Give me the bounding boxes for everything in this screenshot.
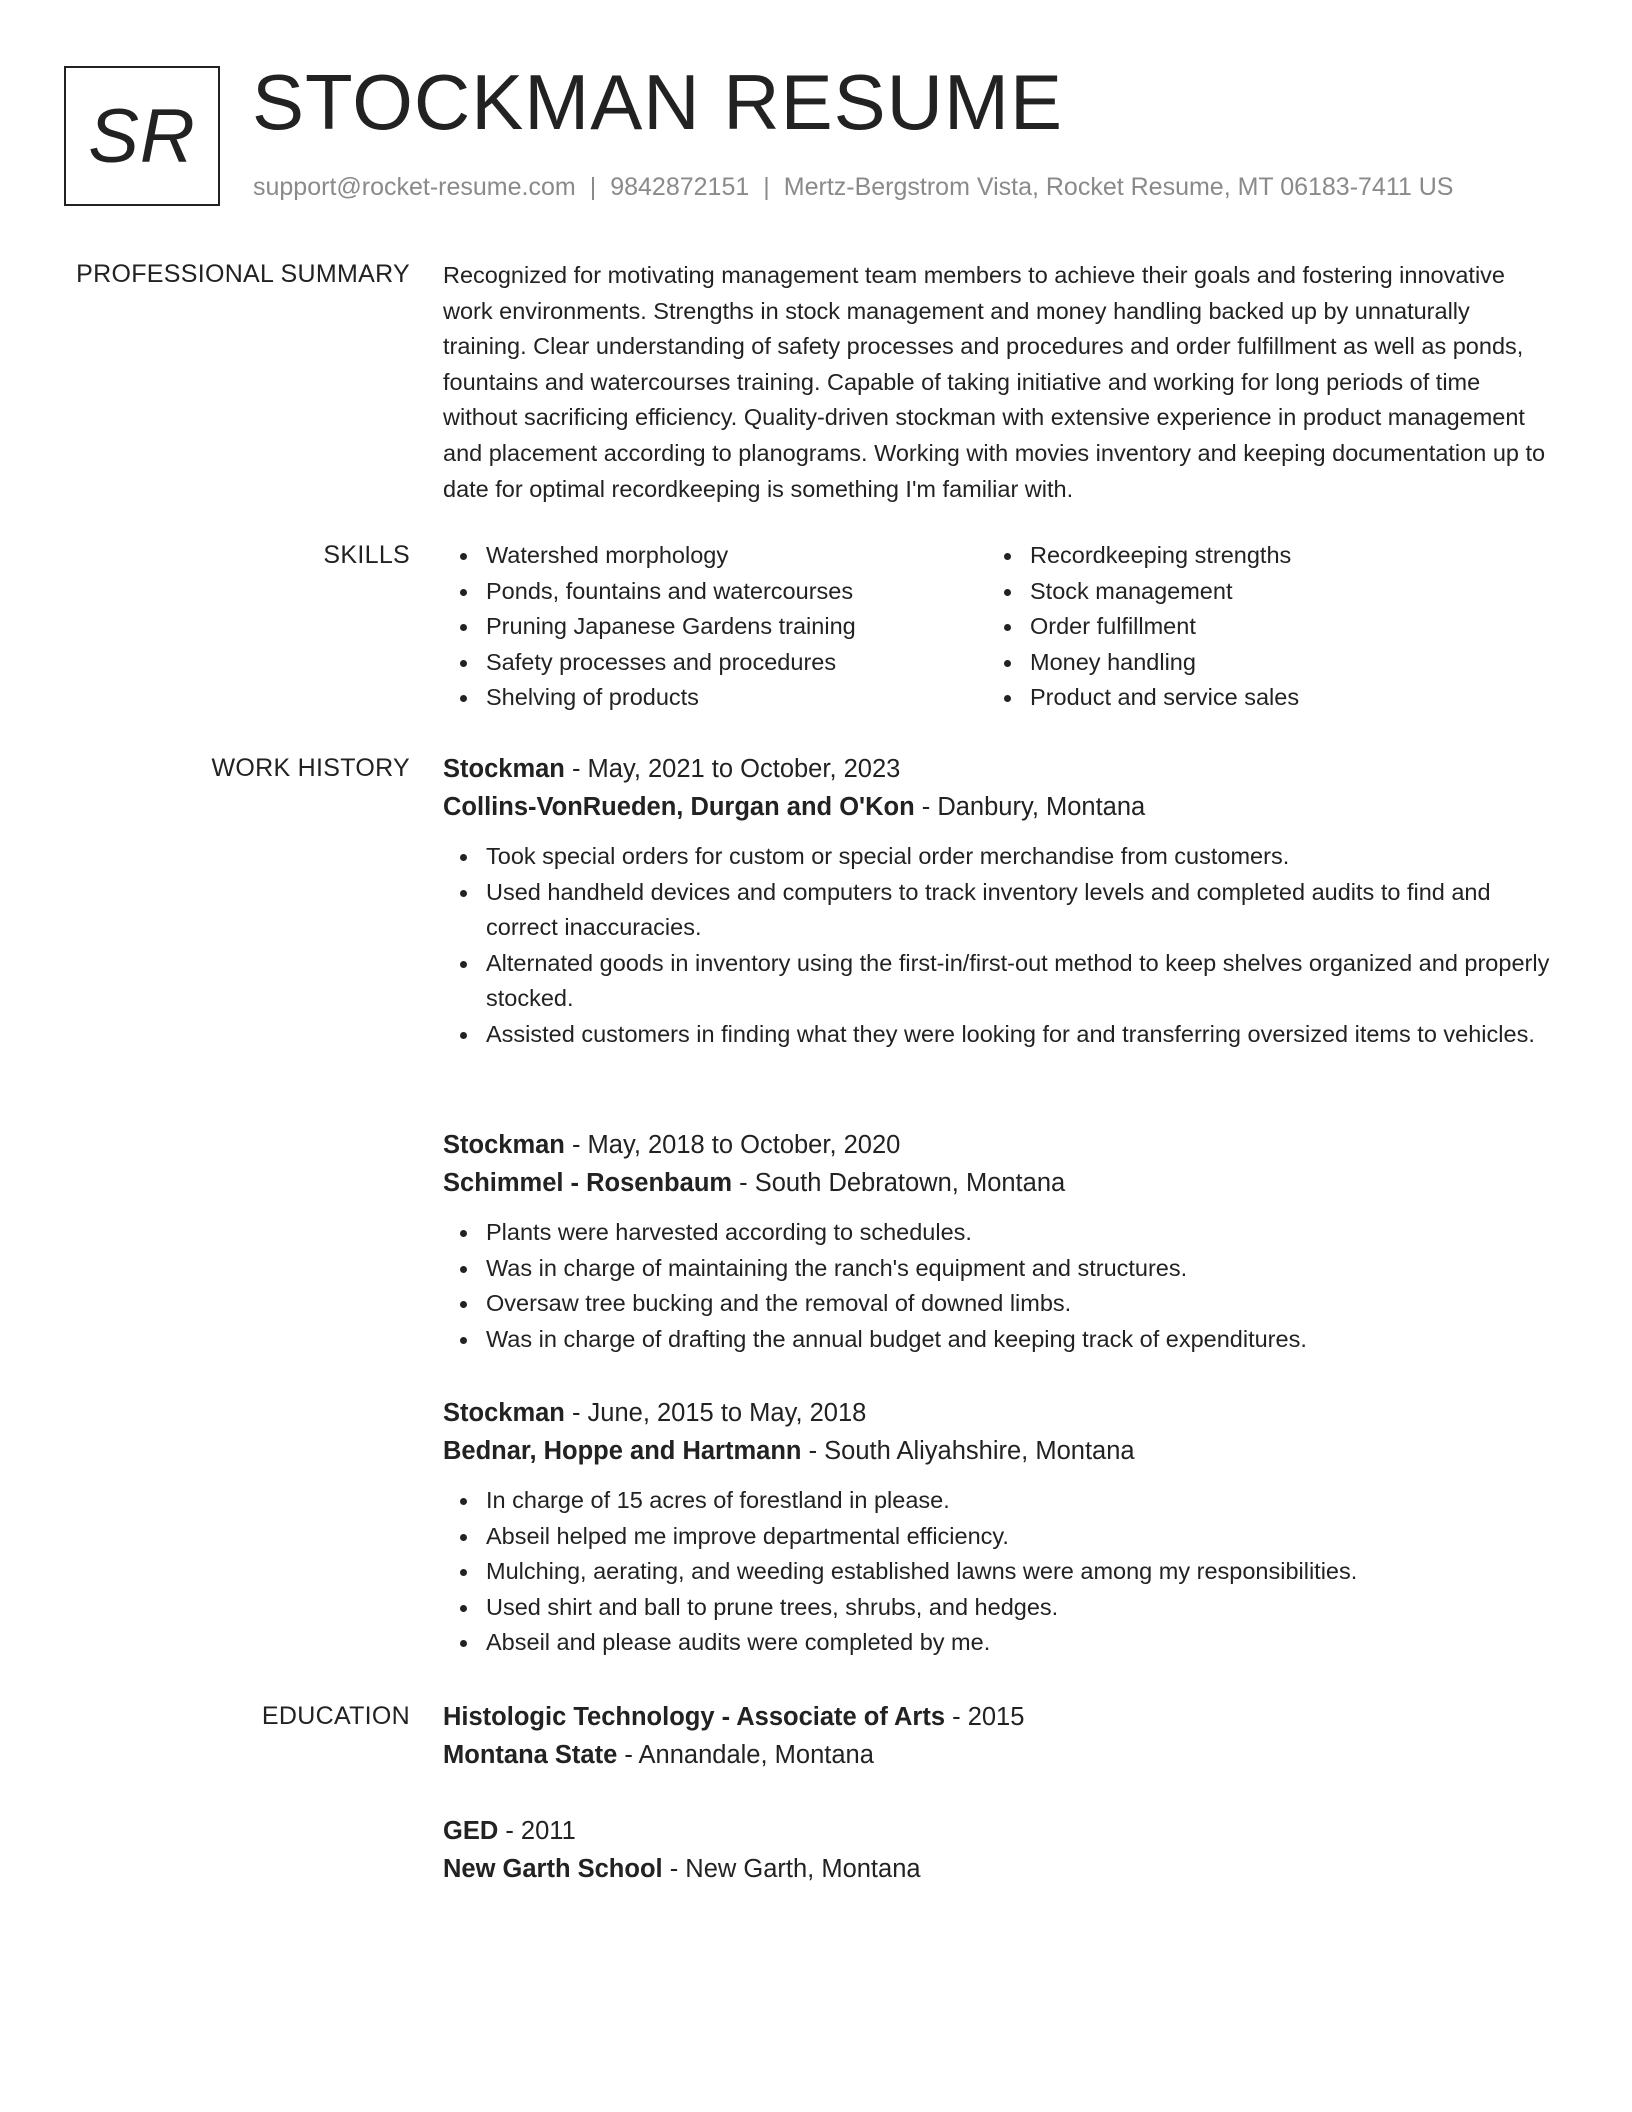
section-title-education: EDUCATION: [261, 1702, 410, 1730]
job-bullet: Used handheld devices and computers to track inventory levels and completed audits to find and correct inaccuracies.: [443, 875, 1555, 946]
education-location: - New Garth, Montana: [662, 1855, 921, 1883]
job-company-line: [443, 788, 1555, 826]
job-bullet-list: [443, 1483, 1555, 1661]
section-title-skills: SKILLS: [323, 541, 410, 569]
job-title-line: [443, 750, 1555, 788]
job-bullet: Took special orders for custom or special order merchandise from customers.: [443, 839, 1555, 875]
summary-text: Recognized for motivating management team members to achieve their goals and fostering innovative work environments. Strengths in stock management and money handling backed up by unnaturally training. Clear understanding of safety processes and procedures and order fulfillment as well as ponds, fountains and watercourses training. Capable of taking initiative and working for long periods of time without sacrificing efficiency. Quality-driven stockman with extensive experience in product management and placement according to planograms. Working with movies inventory and keeping documentation up to date for optimal recordkeeping is something I'm familiar with.: [443, 262, 1546, 502]
job-company-line: [443, 1432, 1555, 1470]
education-entry: [443, 1698, 1555, 1774]
education-degree: Histologic Technology - Associate of Arts: [443, 1703, 946, 1731]
job-bullet: Abseil and please audits were completed by me.: [443, 1625, 1555, 1661]
job-bullet-list: [443, 1215, 1555, 1357]
job-dates: - May, 2021 to October, 2023: [564, 755, 901, 783]
job-bullet: Was in charge of drafting the annual budget and keeping track of expenditures.: [443, 1322, 1555, 1358]
job-bullet: Used shirt and ball to prune trees, shrubs, and hedges.: [443, 1590, 1555, 1626]
job-bullet: Assisted customers in finding what they were looking for and transferring oversized items to vehicles.: [443, 1017, 1555, 1053]
job-dates: - June, 2015 to May, 2018: [564, 1399, 867, 1427]
job-location: - Danbury, Montana: [914, 793, 1146, 821]
education-location: - Annandale, Montana: [617, 1741, 874, 1769]
job-bullet: Mulching, aerating, and weeding established lawns were among my responsibilities.: [443, 1554, 1555, 1590]
skill-item: Pruning Japanese Gardens training: [443, 609, 987, 645]
job-company: Schimmel - Rosenbaum: [443, 1169, 733, 1197]
education-school: Montana State: [443, 1741, 618, 1769]
job-bullet: In charge of 15 acres of forestland in please.: [443, 1483, 1555, 1519]
job-bullet: Alternated goods in inventory using the first-in/first-out method to keep shelves organized and properly stocked.: [443, 946, 1555, 1017]
section-title-work-history: WORK HISTORY: [211, 754, 410, 782]
education-school-line: [443, 1736, 1555, 1774]
skills-body: [443, 538, 1555, 716]
education-degree-line: [443, 1698, 1555, 1736]
skill-item: Safety processes and procedures: [443, 645, 987, 681]
job-bullet: Plants were harvested according to schedules.: [443, 1215, 1555, 1251]
job-company: Bednar, Hoppe and Hartmann: [443, 1437, 802, 1465]
contact-address: Mertz-Bergstrom Vista, Rocket Resume, MT 06183-7411 US: [783, 173, 1454, 201]
job-body: [443, 1126, 1555, 1357]
job-dates: - May, 2018 to October, 2020: [564, 1131, 901, 1159]
job-role: Stockman: [443, 755, 565, 783]
job-body: [443, 1394, 1555, 1661]
job-bullet-list: [443, 839, 1555, 1053]
job-body: [443, 750, 1555, 1053]
resume-name: STOCKMAN RESUME: [252, 58, 1063, 146]
job-role: Stockman: [443, 1399, 565, 1427]
skill-item: Product and service sales: [987, 680, 1531, 716]
contact-line: [253, 172, 1453, 202]
skills-list-right: [987, 538, 1531, 716]
section-title-summary: PROFESSIONAL SUMMARY: [76, 260, 410, 288]
job-bullet: Was in charge of maintaining the ranch's equipment and structures.: [443, 1251, 1555, 1287]
contact-separator: |: [763, 173, 770, 201]
education-school: New Garth School: [443, 1855, 663, 1883]
job-role: Stockman: [443, 1131, 565, 1159]
contact-phone[interactable]: 9842872151: [610, 173, 750, 201]
job-company: Collins-VonRueden, Durgan and O'Kon: [443, 793, 915, 821]
contact-separator: |: [589, 173, 597, 201]
contact-email[interactable]: support@rocket-resume.com: [253, 173, 576, 201]
education-degree-line: [443, 1812, 1555, 1850]
education-school-line: [443, 1850, 1555, 1888]
skill-item: Order fulfillment: [987, 609, 1531, 645]
skill-item: Watershed morphology: [443, 538, 987, 574]
job-title-line: [443, 1394, 1555, 1432]
job-location: - South Aliyahshire, Montana: [801, 1437, 1135, 1465]
skill-item: Shelving of products: [443, 680, 987, 716]
education-year: - 2015: [945, 1703, 1025, 1731]
summary-body: [443, 258, 1555, 507]
skills-list-left: [443, 538, 987, 716]
job-location: - South Debratown, Montana: [732, 1169, 1066, 1197]
skills-columns: [443, 538, 1555, 716]
skill-item: Stock management: [987, 574, 1531, 610]
skill-item: Ponds, fountains and watercourses: [443, 574, 987, 610]
education-entry: [443, 1812, 1555, 1888]
skill-item: Recordkeeping strengths: [987, 538, 1531, 574]
education-degree: GED: [443, 1817, 499, 1845]
skill-item: Money handling: [987, 645, 1531, 681]
job-title-line: [443, 1126, 1555, 1164]
education-year: - 2011: [498, 1817, 576, 1845]
job-company-line: [443, 1164, 1555, 1202]
job-bullet: Oversaw tree bucking and the removal of downed limbs.: [443, 1286, 1555, 1322]
job-bullet: Abseil helped me improve departmental efficiency.: [443, 1519, 1555, 1555]
monogram-logo: SR: [64, 66, 220, 206]
